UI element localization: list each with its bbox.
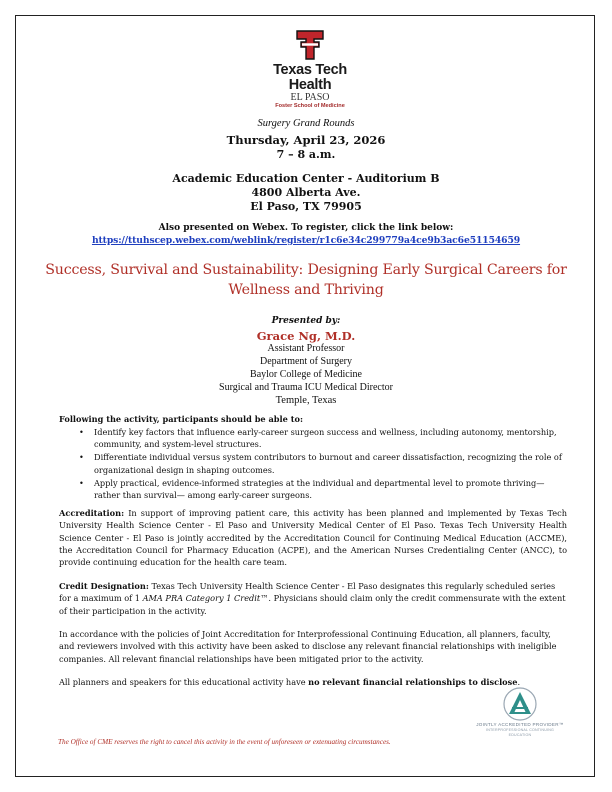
disclosure-text: All planners and speakers for this educational activity have <box>59 677 306 687</box>
credit-name: AMA PRA Category 1 Credit <box>142 593 261 604</box>
webex-register-link[interactable]: https://ttuhscep.webex.com/weblink/register/r1c6e34c299779a4ce9b3ac6e51154659 <box>91 235 521 246</box>
policy-paragraph: In accordance with the policies of Joint Accreditation for Interprofessional Continuing Education, all planners, faculty, and reviewers involved with this activity have been asked to disclose any relevant financial relationships with ineligible companies. All relevant financial relationships have been mitigated prior to the activity. <box>59 629 557 664</box>
logo-school: Foster School of Medicine <box>275 103 345 109</box>
accreditation-label: Accreditation: <box>59 508 125 518</box>
ja-logo-line-2: INTERPROFESSIONAL CONTINUING EDUCATION <box>486 728 554 737</box>
logo-name: Texas Tech Health <box>273 62 347 93</box>
credit-text-after: ™. Physicians should claim only the credit commensurate with the extent of their participation in the activity. <box>59 593 566 616</box>
series-name: Surgery Grand Rounds <box>257 118 355 129</box>
objective-item: • Identify key factors that influence early-career surgeon success and wellness, including autonomy, mentorship, community, and system-level structures. <box>79 426 569 450</box>
location-line-2: 4800 Alberta Ave. <box>251 186 361 199</box>
event-time: 7 – 8 a.m. <box>276 148 336 161</box>
objective-item: • Apply practical, evidence-informed strategies at the individual and departmental level to promote thriving—rather than survival— among early-career surgeons. <box>79 477 569 501</box>
credit-paragraph <box>59 580 567 617</box>
location-line-3: El Paso, TX 79905 <box>250 200 362 213</box>
ttuhsc-logo <box>255 28 365 110</box>
accreditation-paragraph <box>59 507 567 568</box>
speaker-role: Assistant Professor <box>267 343 345 354</box>
speaker-role: Baylor College of Medicine <box>250 369 362 380</box>
speaker-location: Temple, Texas <box>275 395 337 406</box>
location-line-1: Academic Education Center - Auditorium B <box>172 172 440 185</box>
talk-title: Success, Survival and Sustainability: Designing Early Surgical Careers for Wellness and Thriving <box>45 262 567 298</box>
logo-sub: EL PASO <box>290 92 330 103</box>
disclosure-bold: no relevant financial relationships to disclose <box>308 677 518 687</box>
objectives-list <box>79 426 569 502</box>
event-date: Thursday, April 23, 2026 <box>226 133 386 147</box>
credit-text-before: Texas Tech University Health Science Center - El Paso designates this regularly scheduled series for a maximum of 1 <box>59 581 556 604</box>
objective-item: • Differentiate individual versus system contributors to burnout and career dissatisfaction, recognizing the role of organizational design in shaping outcomes. <box>79 451 569 475</box>
speaker-name: Grace Ng, M.D. <box>256 329 356 343</box>
ja-logo-line-1: JOINTLY ACCREDITED PROVIDER™ <box>476 722 564 727</box>
credit-label: Credit Designation: <box>59 581 149 591</box>
joint-accreditation-logo <box>475 686 565 738</box>
disclosure-end: . <box>517 677 521 687</box>
presented-by-label: Presented by: <box>271 316 341 326</box>
double-t-icon <box>293 28 327 62</box>
webex-note: Also presented on Webex. To register, click the link below: <box>158 223 454 233</box>
speaker-role: Department of Surgery <box>259 356 352 367</box>
objectives-heading: Following the activity, participants should be able to: <box>59 414 303 424</box>
triangle-a-icon <box>502 686 538 722</box>
speaker-role: Surgical and Trauma ICU Medical Director <box>219 382 393 393</box>
accreditation-text: In support of improving patient care, this activity has been planned and implemented by Texas Tech University Health Science Center - El Paso and University Medical Center of El Paso. Texas Tech University Health Science Center - El Paso is jointly accredited by the Accreditation Council for Continuing Medical Education (ACCME), the Accreditation Council for Pharmacy Education (ACPE), and the American Nurses Credentialing Center (ANCC), to provide continuing education for the health care team. <box>59 508 567 568</box>
cancellation-note: The Office of CME reserves the right to cancel this activity in the event of unforeseen or extenuating circumstances. <box>58 738 391 746</box>
